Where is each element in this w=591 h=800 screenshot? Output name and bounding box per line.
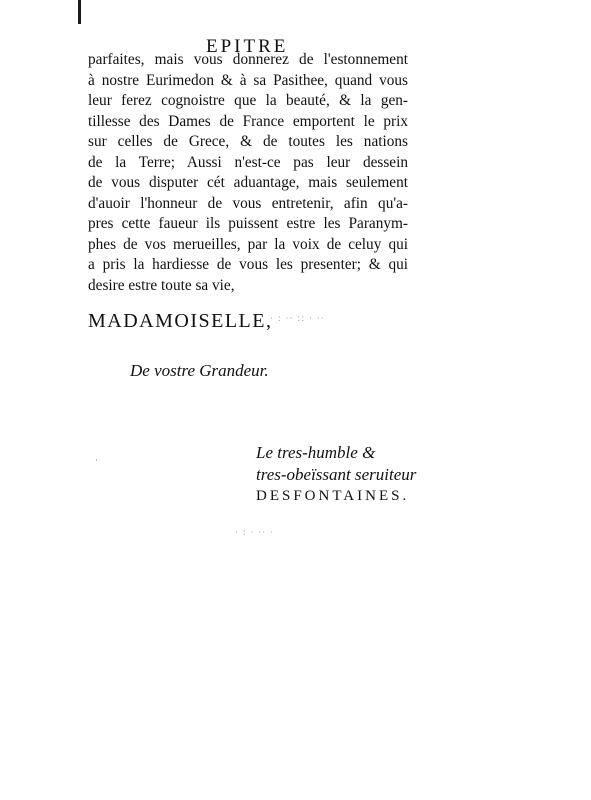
signature-name: DESFONTAINES.	[256, 488, 410, 504]
body-line: phes de vos merueilles, par la voix de celuy qui	[88, 235, 408, 253]
body-line: de vous disputer cét aduantage, mais seulement	[88, 174, 408, 191]
body-line: sur celles de Grece, & de toutes les nations	[88, 133, 408, 150]
salutation: MADAMOISELLE,	[88, 310, 273, 332]
bleed-through-mark: ·	[95, 456, 99, 466]
margin-rule	[78, 0, 81, 24]
body-paragraph	[88, 50, 408, 296]
body-line: tillesse des Dames de France emportent le prix	[88, 112, 408, 130]
body-line: pres cette faueur ils puissent estre les Paranym-	[88, 215, 408, 232]
body-line: leur ferez cognoistre que la beauté, & la gen-	[88, 92, 408, 109]
bleed-through-mark: · : ·· :: · ··	[270, 314, 325, 324]
signature-line: Le tres-humble &	[256, 443, 376, 462]
body-line: de la Terre; Aussi n'est-ce pas leur dessein	[88, 153, 408, 171]
body-line: d'auoir l'honneur de vous entretenir, afin qu'a-	[88, 194, 408, 212]
body-line: parfaites, mais vous donnerez de l'estonnement	[88, 51, 408, 68]
signature-line: tres-obeïssant seruiteur	[256, 465, 417, 484]
body-line: a pris la hardiesse de vous les presenter; & qui	[88, 256, 408, 273]
body-line: desire estre toute sa vie,	[88, 276, 235, 294]
bleed-through-mark: · : · ·· ·	[235, 528, 274, 538]
body-line: à nostre Eurimedon & à sa Pasithee, quand vous	[88, 71, 408, 89]
running-head: EPITRE	[206, 36, 289, 57]
closing-formula: De vostre Grandeur.	[130, 361, 269, 380]
